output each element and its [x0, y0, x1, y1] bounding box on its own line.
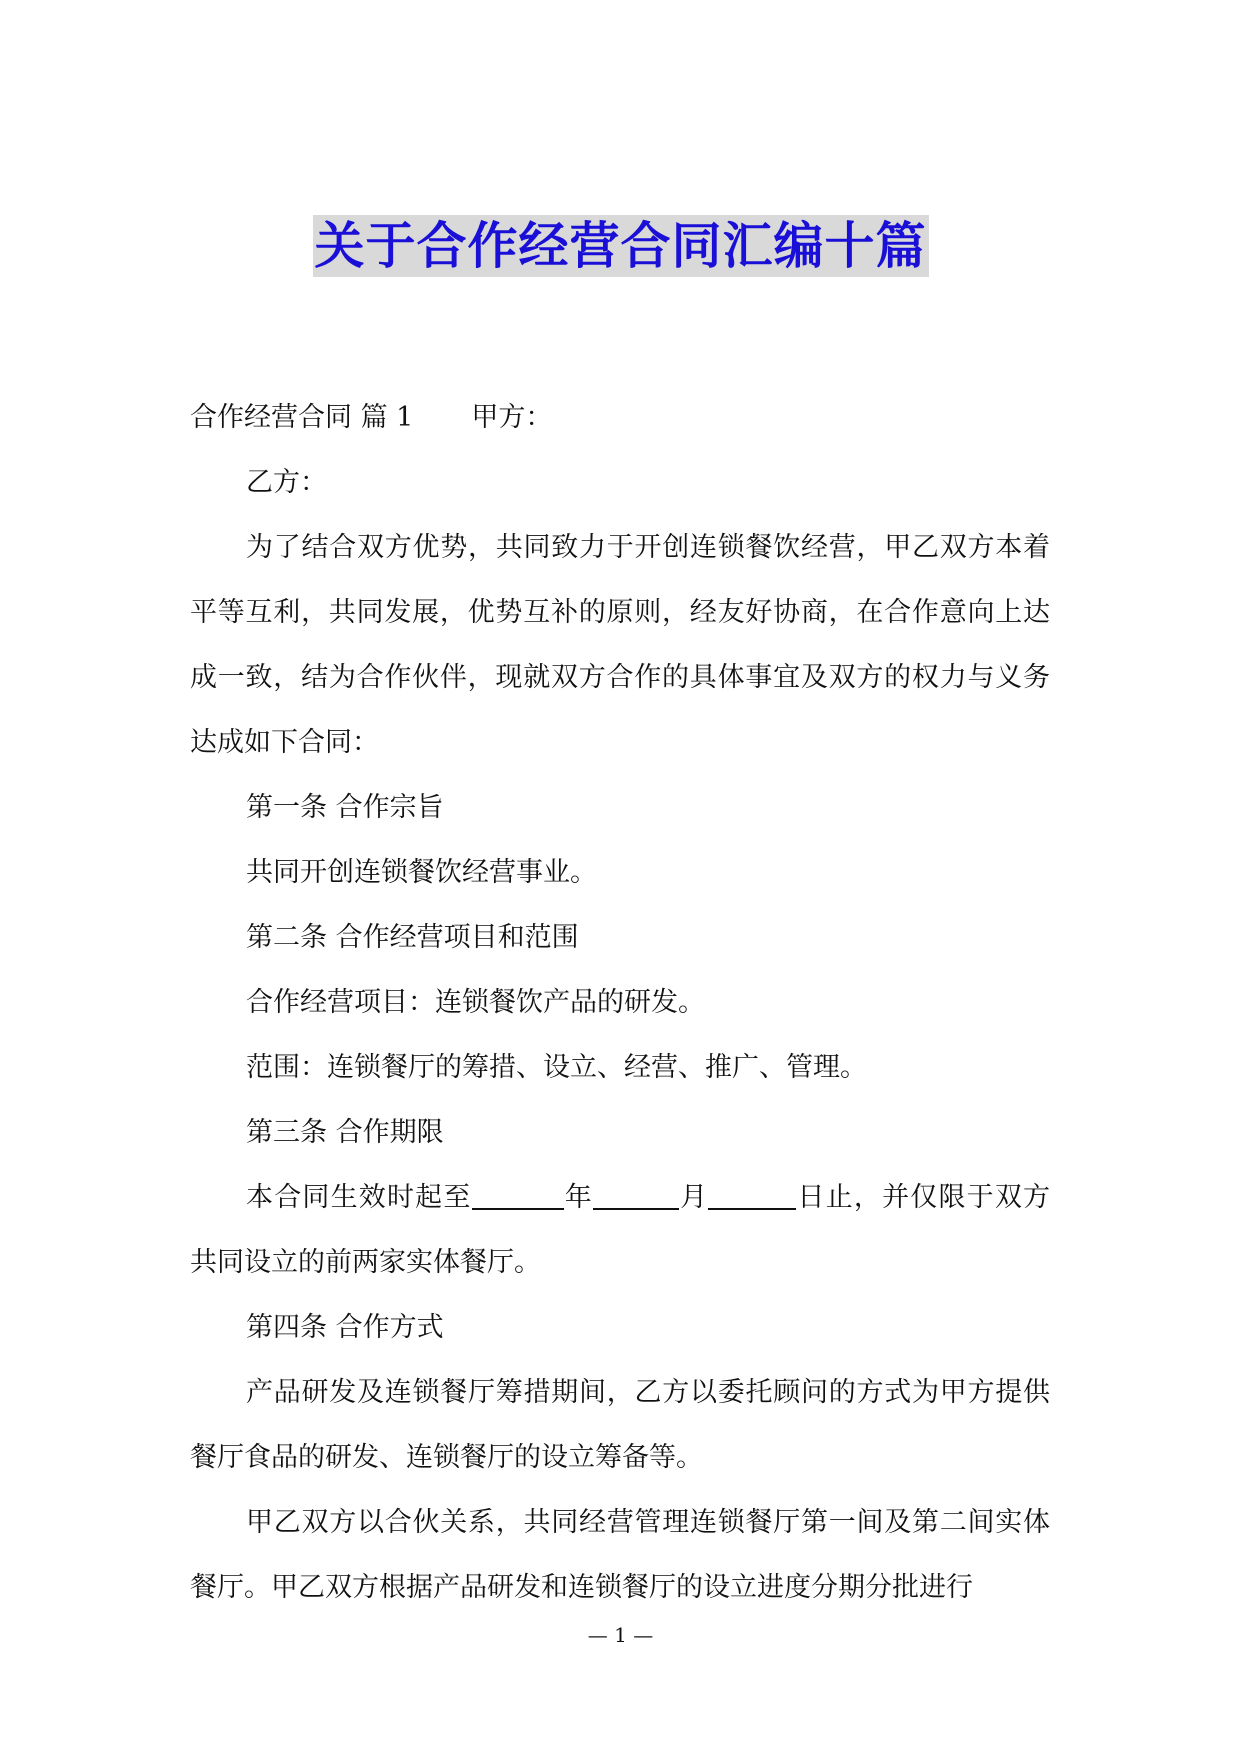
article-1-body: 共同开创连锁餐饮经营事业。 [246, 857, 597, 888]
article-1-title: 第一条 合作宗旨 [246, 792, 444, 823]
month-blank-line [593, 1180, 679, 1210]
title-container [0, 215, 1241, 277]
article-2-scope: 范围：连锁餐厅的筹措、设立、经营、推广、管理。 [246, 1052, 867, 1083]
article-3-title: 第三条 合作期限 [246, 1117, 444, 1148]
article-4-body-1: 产品研发及连锁餐厅筹措期间，乙方以委托顾问的方式为甲方提供餐厅食品的研发、连锁餐厅的设立筹备等。 [190, 1377, 1050, 1473]
article-4-title: 第四条 合作方式 [246, 1312, 444, 1343]
article-3-body [190, 1165, 1050, 1295]
intro-paragraph: 为了结合双方优势，共同致力于开创连锁餐饮经营，甲乙双方本着平等互利，共同发展，优势互补的原则，经友好协商，在合作意向上达成一致，结为合作伙伴，现就双方合作的具体事宜及双方的权力与义务达成如下合同： [190, 532, 1050, 758]
contract-heading-line [190, 385, 1050, 450]
year-label: 年 [563, 1182, 593, 1213]
year-blank-line [472, 1180, 564, 1210]
day-blank-line [708, 1180, 796, 1210]
document-title: 关于合作经营合同汇编十篇 [314, 217, 927, 275]
term-suffix: 日止，并仅限于双方共同设立的前两家实体餐厅。 [190, 1182, 1051, 1278]
month-label: 月 [678, 1182, 709, 1213]
term-prefix: 本合同生效时起至 [246, 1182, 472, 1213]
party-b-label: 乙方： [246, 467, 327, 498]
article-2-title: 第二条 合作经营项目和范围 [246, 922, 579, 953]
document-body [190, 385, 1050, 1620]
contract-label: 合作经营合同 篇 1 [190, 402, 414, 433]
party-a-label: 甲方： [471, 402, 553, 433]
page-number: — 1 — [587, 1623, 654, 1647]
article-2-item: 合作经营项目：连锁餐饮产品的研发。 [246, 987, 705, 1018]
article-4-body-2: 甲乙双方以合伙关系，共同经营管理连锁餐厅第一间及第二间实体餐厅。甲乙双方根据产品研发和连锁餐厅的设立进度分期分批进行 [190, 1507, 1050, 1603]
